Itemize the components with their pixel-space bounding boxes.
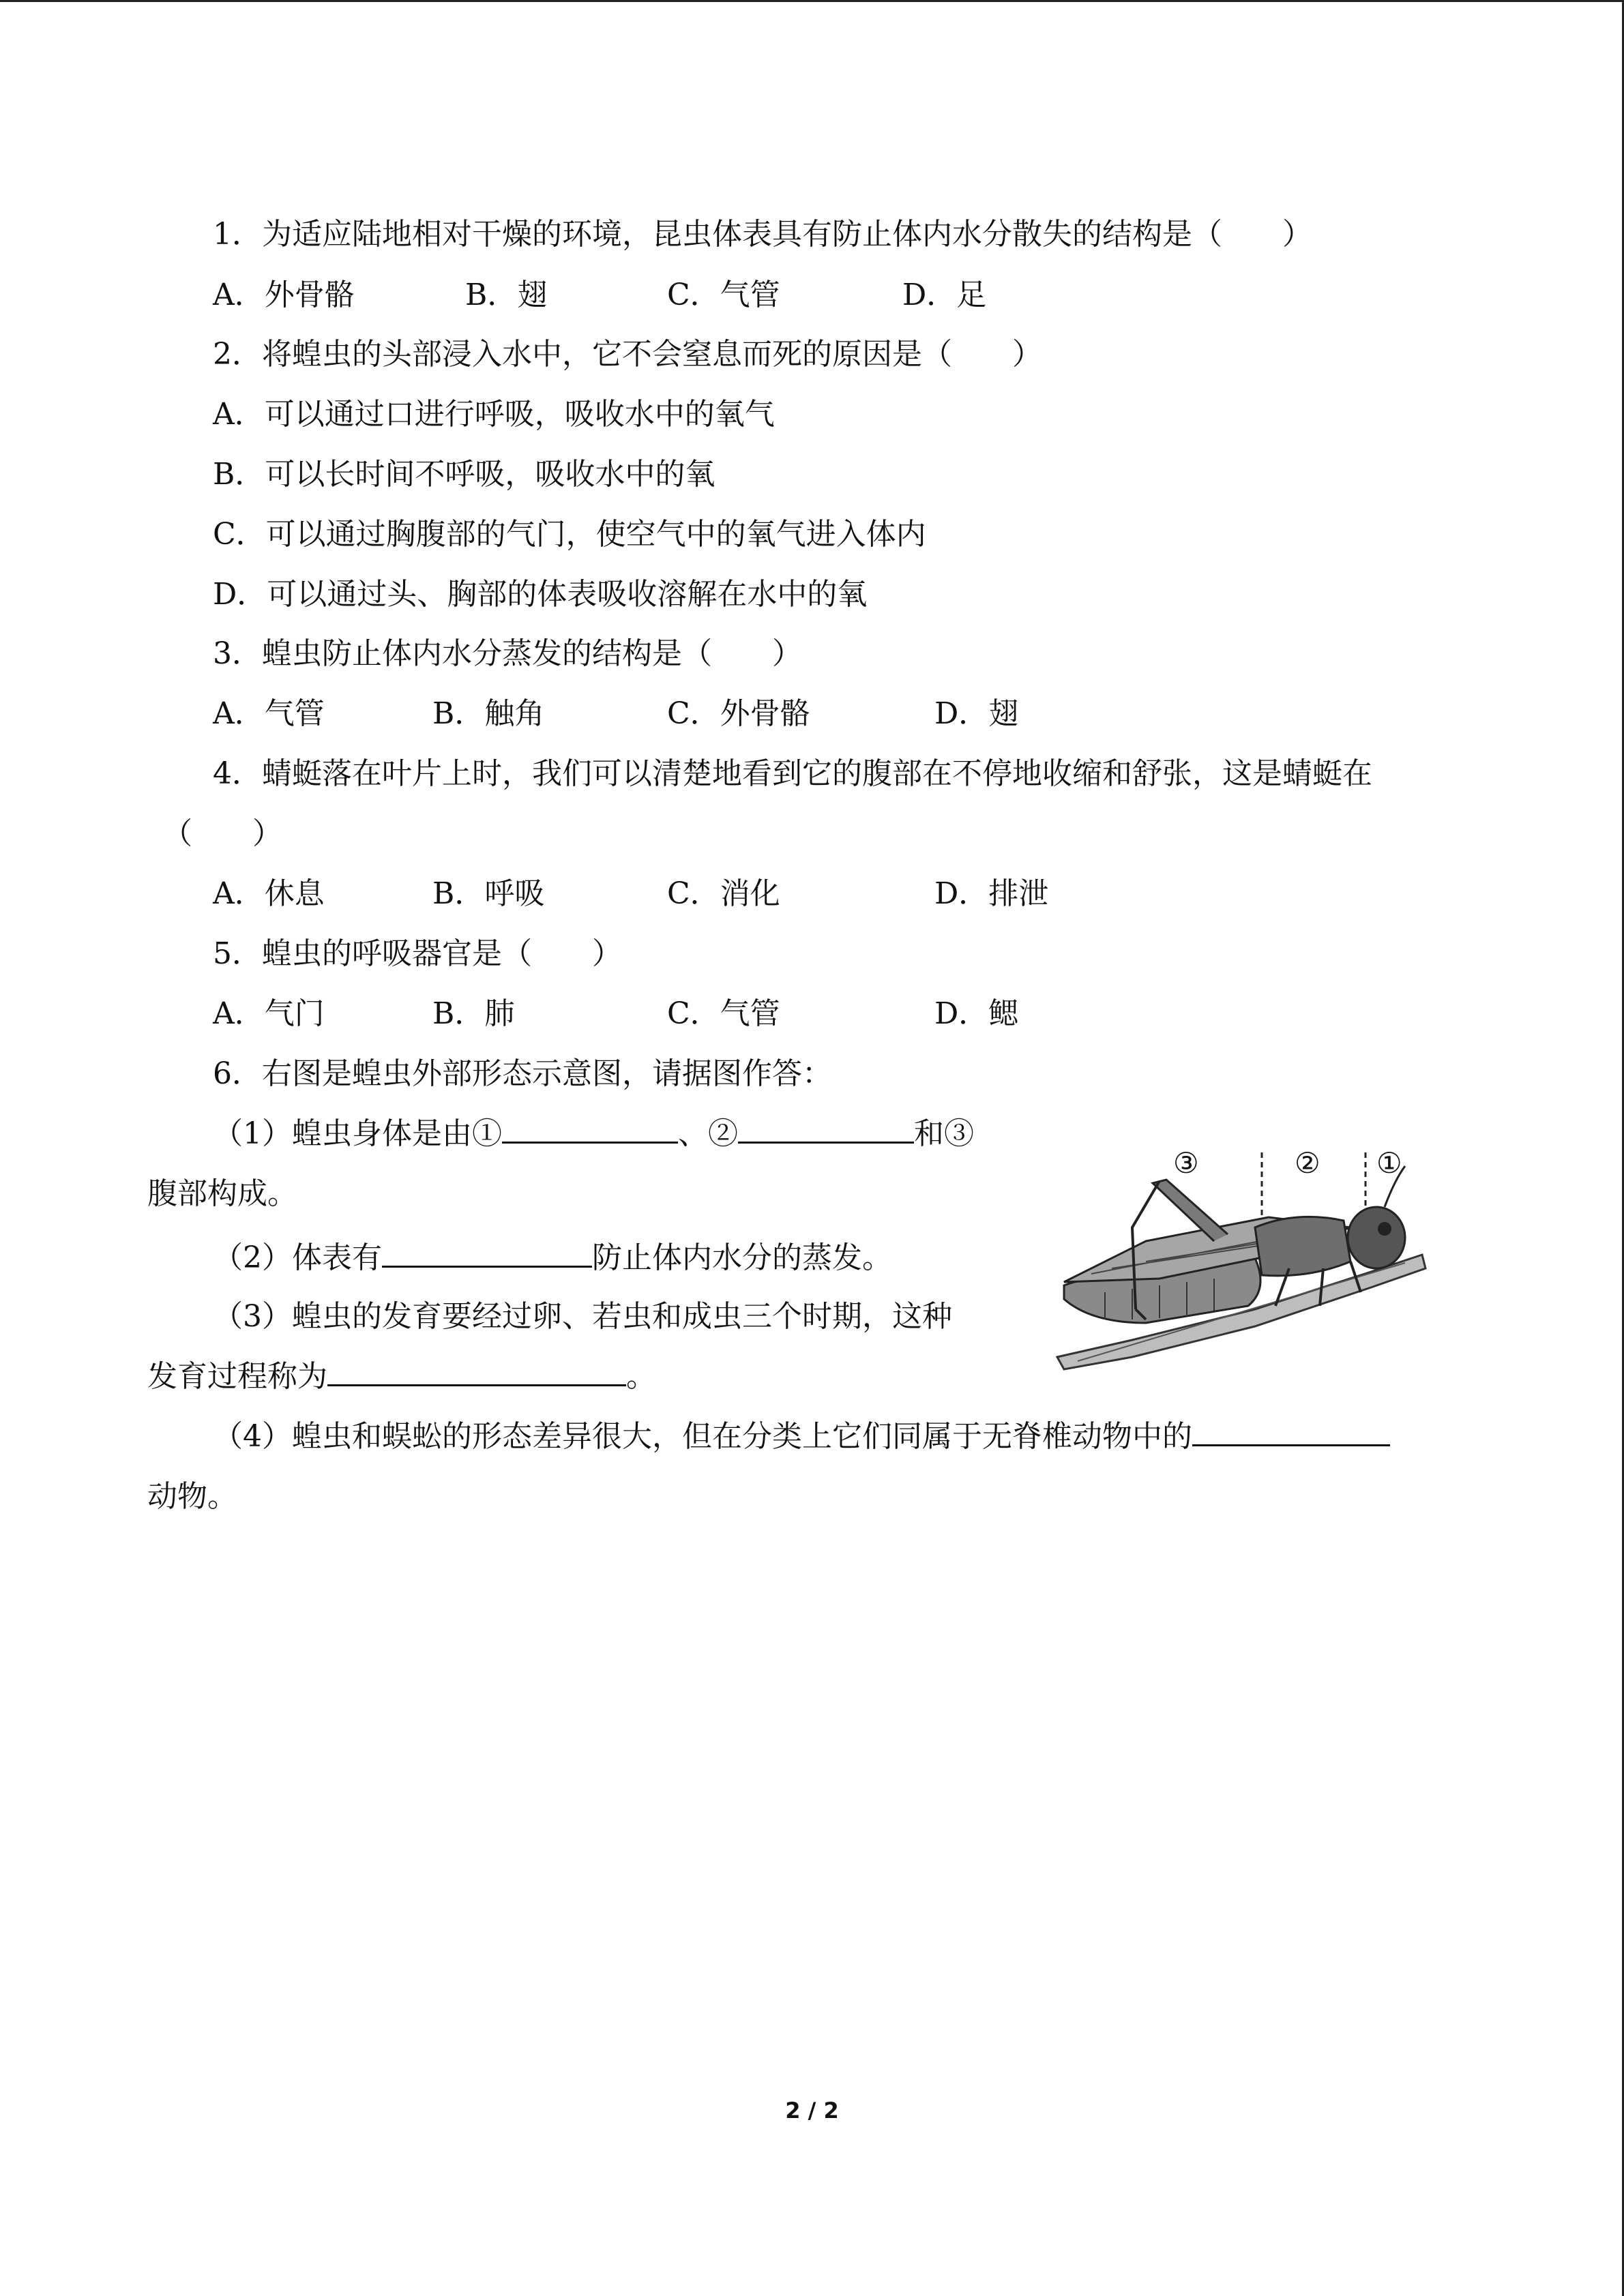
locust-drawing: [1050, 1152, 1432, 1371]
q6-part-3-cont: [147, 1356, 656, 1397]
q6-part-2-text-b: 防止体内水分的蒸发。: [592, 1240, 892, 1275]
q5-option-a: A．气门: [213, 996, 325, 1031]
question-2-stem: 2．将蝗虫的头部浸入水中，它不会窒息而死的原因是（ ）: [213, 337, 1042, 372]
question-5-stem: 5．蝗虫的呼吸器官是（ ）: [213, 936, 622, 971]
q2-option-a: A．可以通过口进行呼吸，吸收水中的氧气: [213, 397, 775, 432]
question-4-stem: 4．蜻蜓落在叶片上时，我们可以清楚地看到它的腹部在不停地收缩和舒张，这是蜻蜓在: [213, 756, 1372, 791]
figure-label-2: ②: [1295, 1146, 1320, 1180]
q3-option-c: C．外骨骼: [667, 696, 810, 731]
page-border-top: [0, 0, 1624, 2]
q6-part-1: [213, 1114, 974, 1154]
q2-option-b: B．可以长时间不呼吸，吸收水中的氧: [213, 457, 715, 492]
figure-label-3: ③: [1173, 1146, 1199, 1180]
q6-part-2-text-a: （2）体表有: [213, 1240, 382, 1275]
q4-option-b: B．呼吸: [432, 876, 545, 911]
q3-option-b: B．触角: [432, 696, 545, 731]
q6-part-4-text-a: （4）蝗虫和蜈蚣的形态差异很大，但在分类上它们同属于无脊椎动物中的: [213, 1419, 1192, 1454]
q1-option-a: A．外骨骼: [213, 278, 355, 312]
q6-part-4-cont: 动物。: [147, 1479, 237, 1514]
question-6-stem: 6．右图是蝗虫外部形态示意图，请据图作答：: [213, 1056, 832, 1091]
q6-part-3: （3）蝗虫的发育要经过卵、若虫和成虫三个时期，这种: [213, 1299, 952, 1334]
q4-option-c: C．消化: [667, 876, 780, 911]
q6-part-4: [213, 1416, 1390, 1457]
question-3-stem: 3．蝗虫防止体内水分蒸发的结构是（ ）: [213, 636, 802, 671]
q6-part-3-text-c: 。: [626, 1359, 656, 1394]
q4-option-a: A．休息: [213, 876, 325, 911]
q6-part-2: [213, 1238, 892, 1279]
q2-option-d: D．可以通过头、胸部的体表吸收溶解在水中的氧: [213, 577, 868, 612]
question-4-stem-cont: （ ）: [162, 816, 282, 851]
q1-option-b: B．翅: [465, 278, 548, 312]
q6-part-1-text-a: （1）蝗虫身体是由①: [213, 1116, 502, 1151]
answer-blank-5[interactable]: [1192, 1417, 1390, 1446]
figure-label-1: ①: [1376, 1146, 1402, 1180]
answer-blank-2[interactable]: [738, 1114, 914, 1144]
q5-option-d: D．鳃: [934, 996, 1019, 1031]
q5-option-c: C．气管: [667, 996, 780, 1031]
q6-part-1-text-b: 、②: [678, 1116, 738, 1151]
locust-figure: [1050, 1146, 1432, 1371]
answer-blank-4[interactable]: [327, 1357, 626, 1386]
answer-blank-3[interactable]: [382, 1238, 592, 1268]
q5-option-b: B．肺: [432, 996, 515, 1031]
q2-option-c: C．可以通过胸腹部的气门，使空气中的氧气进入体内: [213, 517, 926, 552]
answer-blank-1[interactable]: [502, 1114, 678, 1144]
q3-option-a: A．气管: [213, 696, 325, 731]
q6-part-1-text-c: 和③: [914, 1116, 974, 1151]
q6-part-3-text-b: 发育过程称为: [147, 1359, 327, 1394]
q1-option-d: D．足: [902, 278, 987, 312]
q1-option-c: C．气管: [667, 278, 780, 312]
q6-part-1-cont: 腹部构成。: [147, 1176, 297, 1211]
page-number: 2 / 2: [785, 2098, 839, 2123]
q3-option-d: D．翅: [934, 696, 1019, 731]
q4-option-d: D．排泄: [934, 876, 1049, 911]
question-1-stem: 1．为适应陆地相对干燥的环境，昆虫体表具有防止体内水分散失的结构是（ ）: [213, 217, 1312, 252]
